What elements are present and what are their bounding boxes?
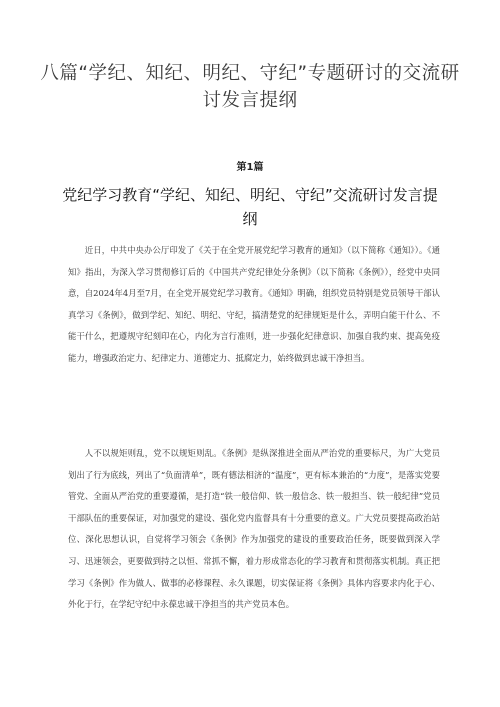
section-label: 第1篇 bbox=[236, 162, 264, 173]
body-paragraph: 人不以规矩则乱，党不以规矩则乱。《条例》是纵深推进全面从严治党的重要标尺，为广大党员划出了行为底线，列出了“负面清单”，既有德法相济的“温度”，更有标本兼治的“力度”，是落实党要管党、全面从严治党的重要遵循，是打造“铁一般信仰、铁一般信念、铁一般担当、铁一般纪律”党员干部队伍的重要保证，对加强党的建设、强化党内监督具有十分重要的意义。广大党员要提高政治站位、深化思想认识，自觉将学习领会《条例》作为加强党的建设的重要政治任务，既要做到深入学习、迅速领会，更要做到持之以恒、常抓不懈，着力形成常态化的学习教育和贯彻落实机制。真正把学习《条例》作为做人、做事的必修课程、永久课题，切实保证将《条例》具体内容要求内化于心、外化于行，在学纪守纪中永葆忠诚干净担当的共产党员本色。 bbox=[68, 448, 440, 610]
article-title: 党纪学习教育“学纪、知纪、明纪、守纪”交流研讨发言提纲 bbox=[62, 186, 438, 228]
document-title: 八篇“学纪、知纪、明纪、守纪”专题研讨的交流研讨发言提纲 bbox=[40, 63, 460, 111]
body-paragraph: 近日，中共中央办公厅印发了《关于在全党开展党纪学习教育的通知》（以下简称《通知》）。《通知》指出，为深入学习贯彻修订后的《中国共产党纪律处分条例》（以下简称《条例》），经党中央同意，自2024年4月至7月，在全党开展党纪学习教育。《通知》明确，组织党员特别是党员领导干部认真学习《条例》，做到学纪、知纪、明纪、守纪，搞清楚党的纪律规矩是什么，弄明白能干什么、不能干什么，把遵规守纪刻印在心，内化为言行准则，进一步强化纪律意识、加强自我约束、提高免疫能力，增强政治定力、纪律定力、道德定力、抵腐定力，始终做到忠诚干净担当。 bbox=[68, 245, 440, 363]
